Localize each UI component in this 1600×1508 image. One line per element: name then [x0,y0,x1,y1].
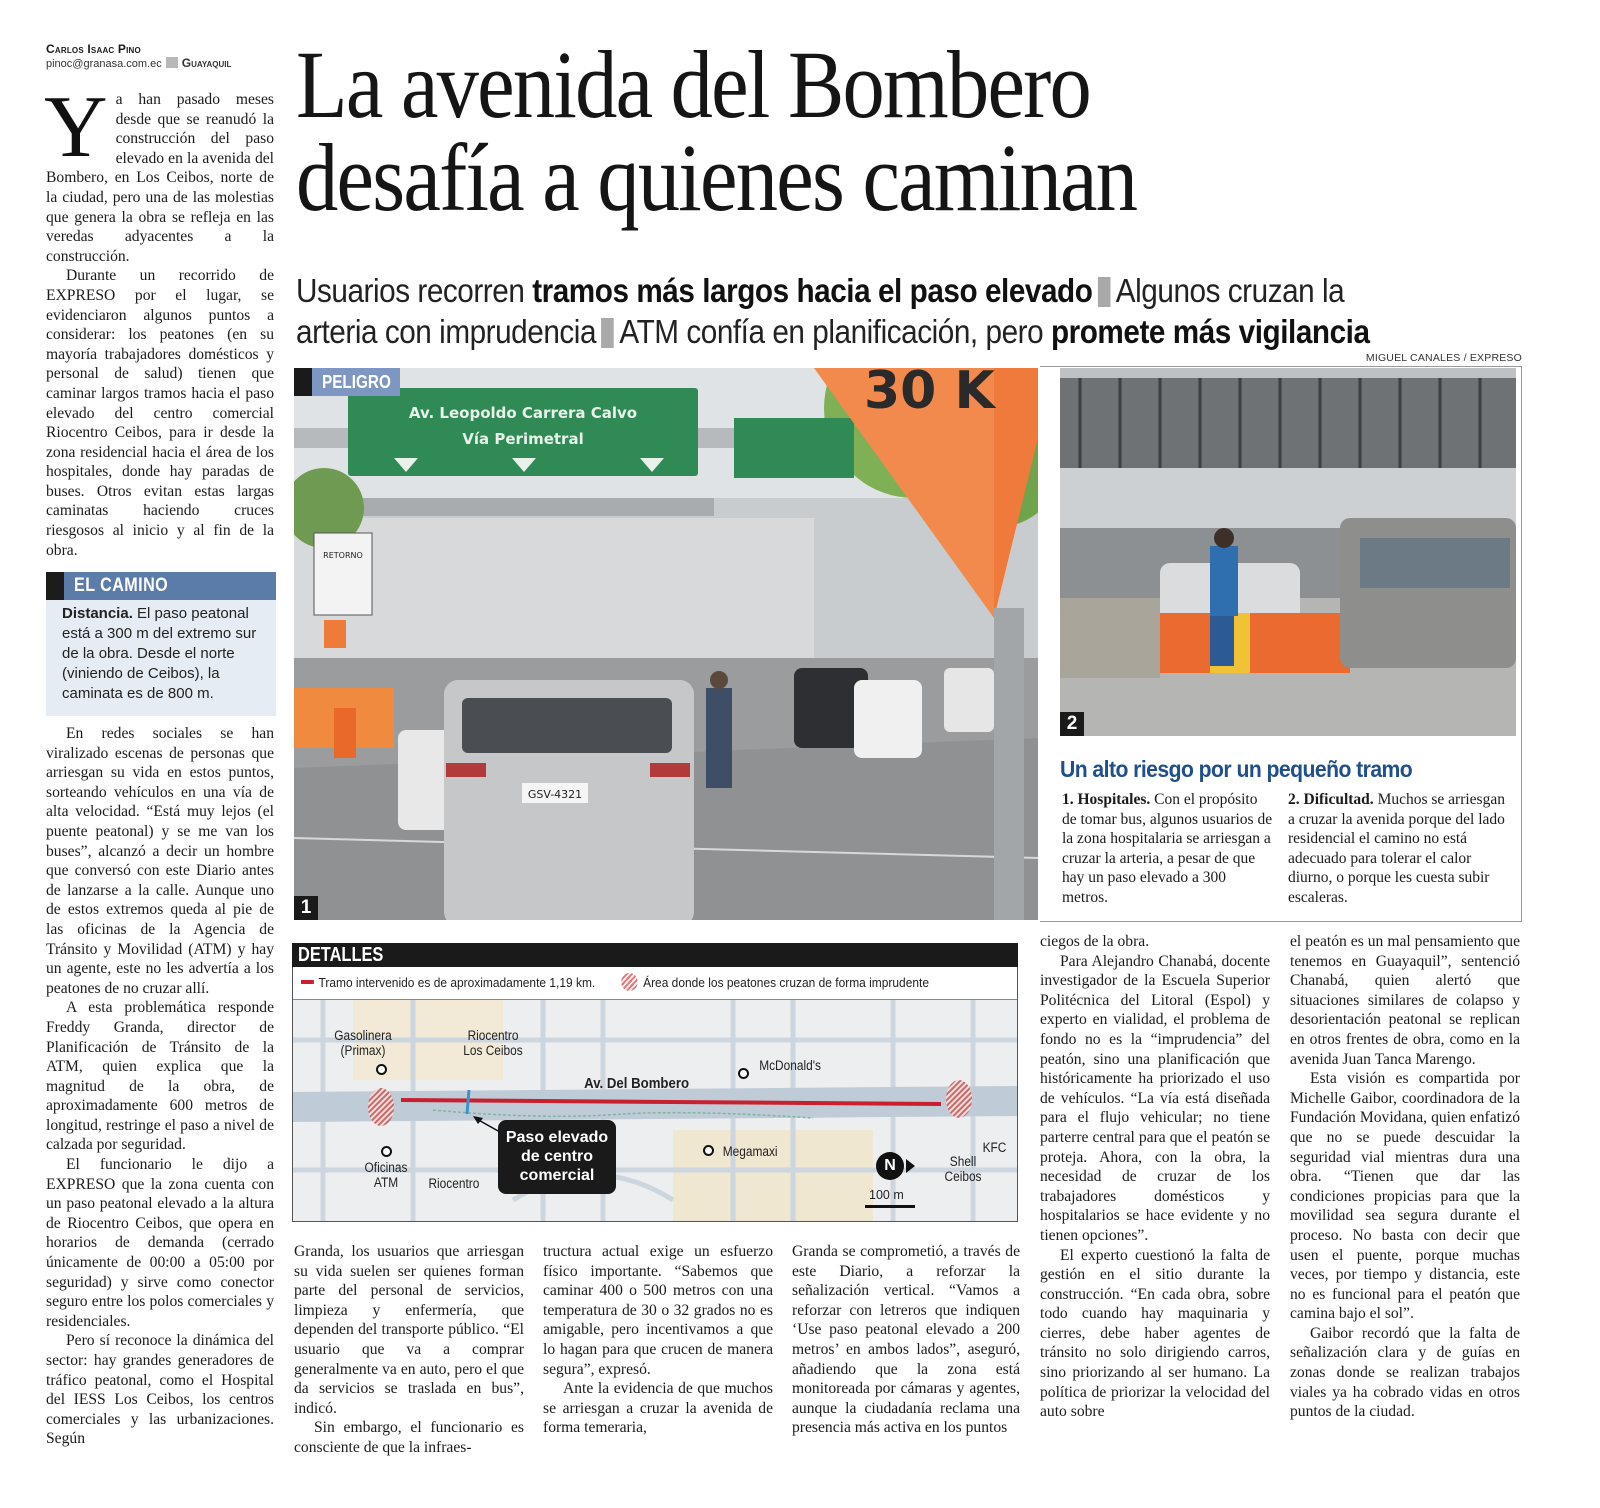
paragraph: Esta visión es compartida por Michelle Gaibor, coordinadora de la Fundación Movidana, quien enfatizó que no se puede descuidar la seguridad vial mientras dura una obra. “Tienen que dar las condiciones propicias para que la movilidad sea segura durante el proceso. No basta con decir que usen el puente, porque muchas veces, por tiempo y distancia, este no es funcional para el peatón que camina bajo el sol”. [1290,1070,1520,1323]
caption-lead: 2. Dificultad. [1288,791,1374,808]
caption-text: Con el propósito de tomar bus, algunos usuarios de la zona hospitalaria se arriesgan a cruzar la arteria, a pesar de que hay un paso elevado a 300 metros. [1062,791,1273,906]
deck-bold: tramos más largos hacia el paso elevado [532,272,1093,309]
details-header [292,943,1018,967]
deck-separator [1098,277,1111,307]
paragraph: El funcionario le dijo a EXPRESO que la zona cuenta con un paso peatonal elevado a la altura de Riocentro Ceibos, que opera en horarios de demanda (cerrado únicamente de 00:00 a 05:00 por seguridad) y sirve como conector seguro entre los polos comerciales y residenciales. [46,1156,274,1330]
photo-2-illustration [1060,368,1516,736]
photo-label-text: PELIGRO [322,372,391,392]
photo-label-peligro [294,368,400,396]
caption-title: Un alto riesgo por un pequeño tramo [1060,756,1413,782]
sidebar-tab-marker [46,572,64,600]
retorno-sign-text: RETORNO [323,551,363,560]
poi-marker [703,1145,714,1156]
map-callout-paso-elevado [498,1120,616,1194]
details-map-box [292,967,1018,1222]
separator-square [166,57,178,68]
paragraph: Durante un recorrido de EXPRESO por el lugar, se evidenciaron algunos puntos a considerar: los peatones (en su mayoría trabajadores domésticos y personal de salud) tienen que caminar largos tramos hacia el paso elevado del centro comercial Riocentro Ceibos, para ir desde la zona residencial hacia el área de los hospitales, donde hay paradas de buses. Otros evitan estas largas caminatas haciendo cruces riesgosos al inicio y al fin de la obra. [46,267,274,559]
speed-sign-text: 30 K [864,368,995,421]
dateline-city: Guayaquil [181,56,232,70]
map [293,999,1017,1221]
map-scale-label: 100 m [869,1188,904,1202]
highway-sign-text-2: Vía Perimetral [462,430,584,448]
route-line-legend-icon [301,980,314,984]
deck-separator [601,318,614,348]
author-name: Carlos Isaac Pino [46,42,141,56]
photo-1-illustration [294,368,1038,920]
paragraph: Granda se comprometió, a través de este Diario, a reforzar la señalización vertical. “Vamos a reforzar con letreros que indiquen ‘Use paso peatonal elevado a 200 metros’ en ambos lados”, aseguró, añadiendo que la zona está monitoreada por cámaras y agentes, aunque la ciudadanía reclama una presencia más activa en los puntos [792,1243,1020,1437]
sidebar-header [46,572,276,600]
map-label-riocentro: Riocentro [428,1176,480,1191]
photo-number: 2 [1060,712,1084,736]
license-plate: GSV-4321 [527,788,583,801]
paragraph-text: a han pasado meses desde que se reanudó la construcción del paso elevado en la avenida del Bombero, en Los Ceibos, norte de la ciudad, pero una de las molestias que genera la obra se refleja en las veredas adyacentes a la construcción. [46,91,274,265]
highway-sign-text-1: Av. Leopoldo Carrera Calvo [408,404,638,422]
legend-hatch-text: Área donde los peatones cruzan de forma imprudente [643,975,929,990]
paragraph: tructura actual exige un esfuerzo físico importante. “Sabemos que caminar 400 o 500 metros con una temperatura de 30 o 32 grados no es amigable, pero incentivamos a que lo hagan para que crucen de manera segura”, expresó. [543,1243,773,1378]
map-label-mcdonalds: McDonald's [759,1058,821,1073]
drop-cap: Y [44,79,108,176]
paragraph: Pero sí reconoce la dinámica del sector: hay grandes generadores de tráfico peatonal, como el Hospital del IESS Los Ceibos, los centros comerciales y las urbanizaciones. Según [46,1332,274,1448]
map-label-riocentro-los-ceibos: Riocentro Los Ceibos [463,1028,523,1058]
deck-text: Algunos cruzan la [1115,272,1345,309]
north-compass-icon: N [876,1152,904,1180]
byline-contact [46,56,231,70]
paragraph: ciegos de la obra. [1040,933,1150,950]
poi-marker [376,1064,387,1075]
map-label-megamaxi: Megamaxi [722,1144,778,1159]
paragraph: el peatón es un mal pensamiento que tenemos en Guayaquil”, sentenció Chanabá, quien alertó que situaciones similares de colapso y desorientación peatonal se replican en otros frentes de obra, como en la avenida Juan Tanca Marengo. [1290,933,1520,1068]
paragraph [44,79,274,266]
article-column-4 [792,1242,1020,1438]
poi-marker [738,1068,749,1079]
details-title: DETALLES [298,944,384,966]
article-column-3 [543,1242,773,1438]
article-column-1 [44,79,274,560]
callout-line: comercial [519,1167,595,1184]
caption-lead: 1. Hospitales. [1062,791,1151,808]
article-column-1b [46,724,274,1449]
deck-text: Usuarios recorren [296,272,533,309]
sidebar-title: EL CAMINO [74,575,169,596]
map-legend [301,973,929,991]
sidebar-el-camino [46,572,276,716]
paragraph: Ante la evidencia de que muchos se arriesgan a cruzar la avenida de forma temeraria, [543,1380,773,1437]
sidebar-text: El paso peatonal está a 300 m del extremo sur de la obra. Desde el norte (viniendo de Ceibos), la caminata es de 800 m. [62,605,257,702]
poi-marker [381,1146,392,1157]
paragraph: A esta problemática responde Freddy Granda, director de Planificación de Tránsito de la ATM, quien explica que la magnitud de la obra, de aproximadamente 600 metros de longitud, restringe el paso a nivel de calzada por seguridad. [46,999,274,1154]
paragraph: Granda, los usuarios que arriesgan su vida suelen ser quienes forman parte del personal de servicios, limpieza y enfermería, que dependen del transporte público. “El usuario que va a comprar generalmente va en auto, pero el que da servicios se traslada en bus”, indicó. [294,1243,524,1417]
headline [296,31,1387,231]
map-label-kfc: KFC [982,1140,1007,1155]
deck-text: ATM confía en planificación, pero [619,313,1051,350]
north-arrow-icon [906,1159,915,1173]
map-label-oficinas-atm: Oficinas ATM [364,1160,408,1190]
deck-subheadline [296,270,1403,352]
paragraph: En redes sociales se han viralizado escenas de personas que arriesgan su vida en estos puntos, sorteando vehículos en una vía de alta velocidad. “Está muy lejos (el puente peatonal) y se me van los buses”, alcanzó a decir un hombre que conversó con este Diario antes de lanzarse a la calle. Aunque uno de estos extremos queda al pie de las oficinas de la Agencia de Tránsito y Movilidad (ATM) y hay un agente, este no les advertía a los peatones de no cruzar allí. [46,725,274,997]
caption-text: Muchos se arriesgan a cruzar la avenida porque del lado residencial el camino no está adecuado para tolerar el calor diurno, o porque les cuesta subir escaleras. [1288,791,1505,906]
caption-item-2 [1288,790,1510,907]
author-email[interactable]: pinoc@granasa.com.ec [46,58,162,70]
paragraph: Para Alejandro Chanabá, docente investigador de la Escuela Superior Politécnica del Litoral (Espol) y experto en vialidad, el problema de fondo no es la “imprudencia” del peatón, sino una planificación que históricamente ha priorizado el uso de vehículos. “La vía está diseñada para el flujo vehicular; no tiene parterre central para que el peatón se proteja. Ahora, con la obra, la necesidad de cruzar de los trabajadores domésticos y hospitalarios se hace evidente y no tienen opciones”. [1040,952,1270,1244]
map-scale-bar [865,1205,915,1208]
deck-bold: promete más vigilancia [1050,313,1370,350]
photo-2-pedestrian [1060,368,1516,736]
photo-1-street-crossing [294,368,1038,920]
sidebar-body [62,604,270,704]
callout-line: Paso elevado [505,1129,609,1146]
map-road-label: Av. Del Bombero [584,1075,690,1092]
caption-item-1 [1062,790,1274,907]
map-label-shell-ceibos: Shell Ceibos [944,1154,982,1184]
legend-route-text: Tramo intervenido es de aproximadamente 1,19 km. [318,975,596,990]
paragraph: El experto cuestionó la falta de gestión en el sitio durante la construcción. “En cada obra, sobre todo cuando hay maquinaria y cierres, debe haber agentes de tránsito no solo dirigiendo carros, sino priorizando al ser humano. La política de priorizar la velocidad del auto sobre [1040,1246,1270,1421]
photo-number: 1 [294,896,318,920]
article-column-5 [1040,932,1270,1422]
map-label-gasolinera: Gasolinera (Primax) [334,1028,392,1058]
article-column-6 [1290,932,1520,1422]
paragraph: Gaibor recordó que la falta de señalización clara y de guías en zonas donde se realizan trabajos viales ya ha cobrado vidas en otros puntos de la ciudad. [1290,1324,1520,1421]
label-tab-marker [294,368,312,396]
sidebar-lead: Distancia. [62,605,133,622]
paragraph: Sin embargo, el funcionario es consciente de que la infraes- [294,1419,524,1456]
callout-line: de centro [520,1148,593,1165]
headline-line-1: La avenida del Bombero [296,31,1091,138]
photo-credit: MIGUEL CANALES / EXPRESO [1365,352,1522,364]
deck-text: arteria con imprudencia [296,313,597,350]
headline-line-2: desafía a quienes caminan [296,124,1137,231]
article-column-2 [294,1242,524,1458]
hatched-area-legend-icon [621,973,638,991]
